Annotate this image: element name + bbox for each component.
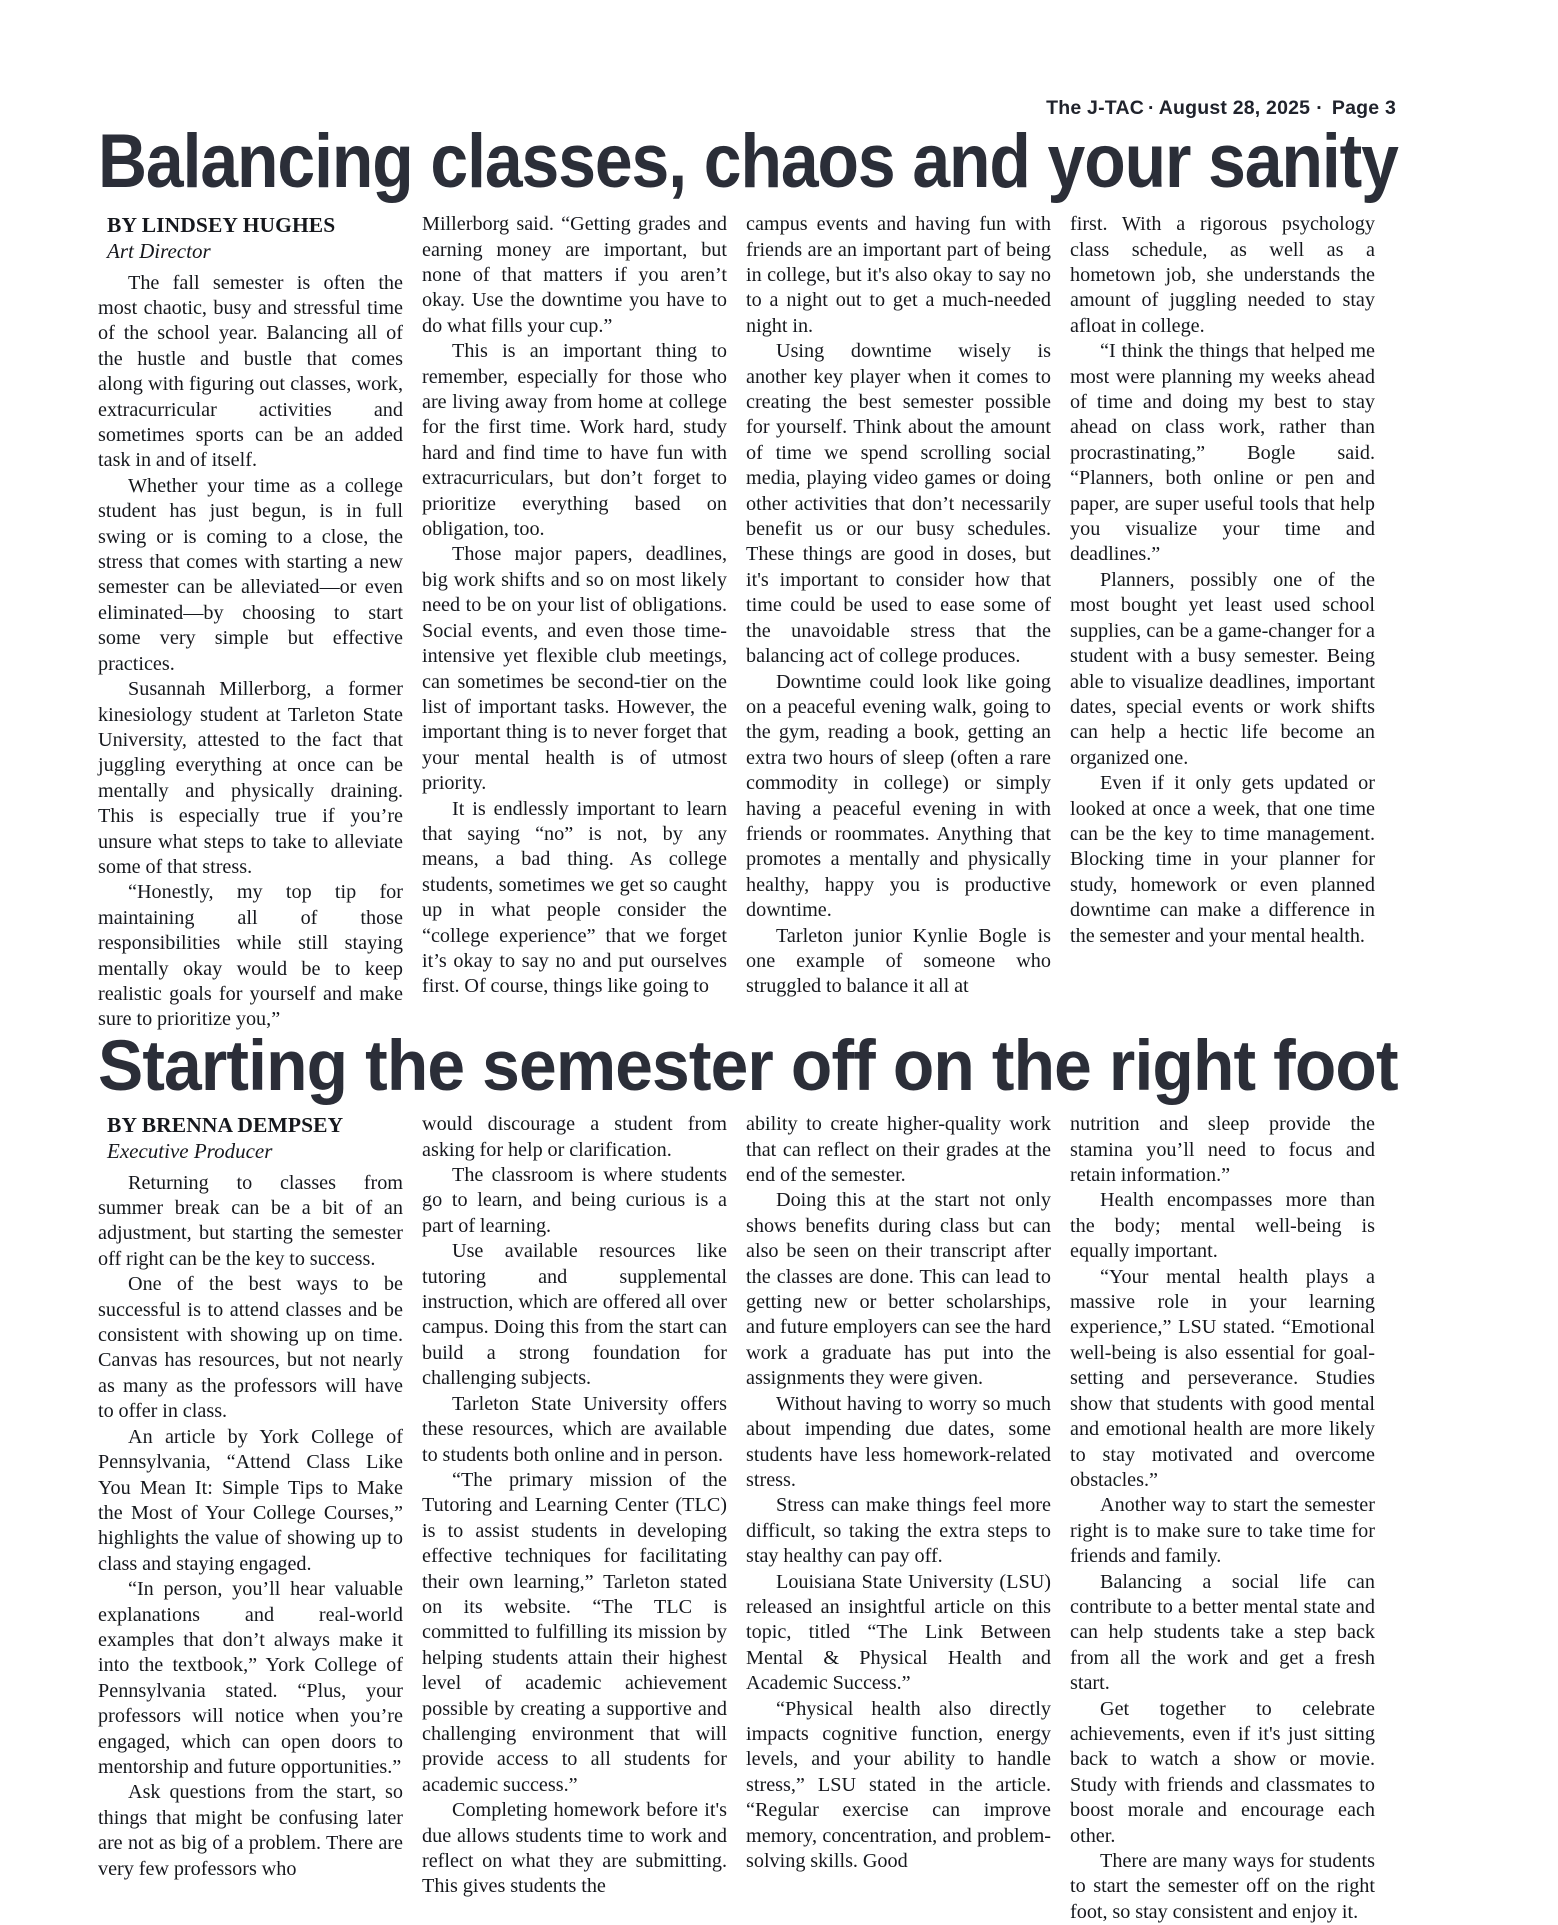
article-1-column-1-text <box>98 271 403 1033</box>
article-1-byline-title: Art Director <box>107 239 211 264</box>
paragraph: Completing homework before it's due allows students time to work and reflect on what they are submitting. This gives students the <box>422 1799 727 1898</box>
article-1-headline: Balancing classes, chaos and your sanity <box>98 119 1398 204</box>
article-2-column-1 <box>98 1112 403 1882</box>
article-1-byline-name: BY LINDSEY HUGHES <box>107 213 336 238</box>
paragraph: An article by York College of Pennsylvania, “Attend Class Like You Mean It: Simple Tips to Make the Most of Your College Courses,” highlights the value of showing up to class and staying engaged. <box>98 1425 403 1575</box>
article-1-column-4-text <box>1070 212 1375 949</box>
article-1-column-3-text <box>746 212 1051 1000</box>
article-1 <box>98 212 1398 1033</box>
paragraph: Downtime could look like going on a peaceful evening walk, going to the gym, reading a book, getting an extra two hours of sleep (often a rare commodity in college) or simply having a peaceful evening in with friends or roommates. Anything that promotes a mentally and physically healthy, happy you is productive downtime. <box>746 670 1051 922</box>
paragraph: Susannah Millerborg, a former kinesiology student at Tarleton State University, attested to the fact that juggling everything at once can be mentally and physically draining. This is especially true if you’re unsure what steps to take to alleviate some of that stress. <box>98 678 403 878</box>
paragraph: nutrition and sleep provide the stamina you’ll need to focus and retain information.” <box>1070 1113 1375 1187</box>
paragraph: It is endlessly important to learn that saying “no” is not, by any means, a bad thing. As college students, sometimes we get so caught up in what people consider the “college experience” that we forget it’s okay to say no and put ourselves first. Of course, things like going to <box>422 797 727 998</box>
article-2-column-3-text <box>746 1112 1051 1874</box>
article-1-column-1 <box>98 212 403 1033</box>
article-1-column-2-text <box>422 212 727 1000</box>
masthead-separator-1: · <box>1148 97 1155 119</box>
article-2-byline-title: Executive Producer <box>107 1139 273 1164</box>
masthead <box>98 0 1398 120</box>
paragraph: There are many ways for students to start the semester off on the right foot, so stay consistent and enjoy it. <box>1070 1850 1375 1923</box>
article-2-column-2 <box>422 1112 727 1900</box>
masthead-publication: The J-TAC <box>1046 97 1145 119</box>
page-content <box>98 0 1398 1925</box>
paragraph: Stress can make things feel more difficult, so taking the extra steps to stay healthy can pay off. <box>746 1494 1051 1568</box>
paragraph: “I think the things that helped me most were planning my weeks ahead of time and doing my best to stay ahead on class work, rather than procrastinating,” Bogle said. “Planners, both online or pen and paper, are super useful tools that help you visualize your time and deadlines.” <box>1070 340 1375 566</box>
article-2-byline-name: BY BRENNA DEMPSEY <box>107 1113 344 1138</box>
paragraph: “Honestly, my top tip for maintaining all of those responsibilities while still staying mentally okay would be to keep realistic goals for yourself and make sure to prioritize you,” <box>98 881 403 1031</box>
paragraph: Using downtime wisely is another key player when it comes to creating the best semester possible for yourself. Think about the amount of time we spend scrolling social media, playing video games or doing other activities that don’t necessarily benefit us or our busy schedules. These things are good in doses, but it's important to consider how that time could be used to ease some of the unavoidable stress that the balancing act of college produces. <box>746 340 1051 668</box>
masthead-page-number: Page 3 <box>1331 97 1396 119</box>
article-1-column-3 <box>746 212 1051 1000</box>
paragraph: “Physical health also directly impacts cognitive function, energy levels, and your ability to handle stress,” LSU stated in the article. “Regular exercise can improve memory, concentration, and problem-solving skills. Good <box>746 1697 1051 1872</box>
paragraph: Millerborg said. “Getting grades and earning money are important, but none of that matters if you aren’t okay. Use the downtime you have to do what fills your cup.” <box>422 213 727 337</box>
article-2-column-4-text <box>1070 1112 1375 1925</box>
paragraph: first. With a rigorous psychology class schedule, as well as a hometown job, she understands the amount of juggling needed to stay afloat in college. <box>1070 213 1375 337</box>
paragraph: This is an important thing to remember, especially for those who are living away from home at college for the first time. Work hard, study hard and find time to have fun with extracurriculars, but don’t forget to prioritize everything based on obligation, too. <box>422 340 727 541</box>
paragraph: Doing this at the start not only shows benefits during class but can also be seen on their transcript after the classes are done. This can lead to getting new or better scholarships, and future employers can see the hard work a graduate has put into the assignments they were given. <box>746 1189 1051 1390</box>
paragraph: “In person, you’ll hear valuable explanations and real-world examples that don’t always make it into the textbook,” York College of Pennsylvania stated. “Plus, your professors will notice when you’re engaged, which can open doors to mentorship and future opportunities.” <box>98 1578 403 1778</box>
paragraph: The fall semester is often the most chaotic, busy and stressful time of the school year. Balancing all of the hustle and bustle that comes along with figuring out classes, work, extracurricular activities and sometimes sports can be an added task in and of itself. <box>98 271 403 472</box>
article-2-column-4 <box>1070 1112 1375 1925</box>
paragraph: Get together to celebrate achievements, even if it's just sitting back to watch a show or movie. Study with friends and classmates to boost morale and encourage each other. <box>1070 1697 1375 1847</box>
article-2-columns <box>98 1112 1398 1925</box>
paragraph: The classroom is where students go to learn, and being curious is a part of learning. <box>422 1164 727 1237</box>
article-1-column-4 <box>1070 212 1375 949</box>
paragraph: Returning to classes from summer break can be a bit of an adjustment, but starting the semester off right can be the key to success. <box>98 1171 403 1270</box>
article-2-column-1-text <box>98 1171 403 1882</box>
paragraph: One of the best ways to be successful is to attend classes and be consistent with showing up on time. Canvas has resources, but not nearly as many as the professors will have to offer in class. <box>98 1273 403 1423</box>
masthead-date: August 28, 2025 <box>1158 97 1311 119</box>
paragraph: Another way to start the semester right is to make sure to take time for friends and family. <box>1070 1494 1375 1568</box>
paragraph: Balancing a social life can contribute to a better mental state and can help students take a step back from all the work and get a fresh start. <box>1070 1570 1375 1695</box>
masthead-separator-2: · <box>1316 97 1323 119</box>
article-1-columns <box>98 212 1398 1033</box>
paragraph: Tarleton State University offers these resources, which are available to students both online and in person. <box>422 1392 727 1466</box>
paragraph: “Your mental health plays a massive role in your learning experience,” LSU stated. “Emotional well-being is also essential for goal-setting and perseverance. Studies show that students with good mental and emotional health are more likely to stay motivated and overcome obstacles.” <box>1070 1265 1375 1491</box>
paragraph: Louisiana State University (LSU) released an insightful article on this topic, titled “The Link Between Mental & Physical Health and Academic Success.” <box>746 1570 1051 1695</box>
paragraph: would discourage a student from asking for help or clarification. <box>422 1113 727 1161</box>
paragraph: Use available resources like tutoring and supplemental instruction, which are offered all over campus. Doing this from the start can build a strong foundation for challenging subjects. <box>422 1240 727 1390</box>
paragraph: “The primary mission of the Tutoring and Learning Center (TLC) is to assist students in developing effective techniques for facilitating their own learning,” Tarleton stated on its website. “The TLC is committed to fulfilling its mission by helping students attain their highest level of academic achievement possible by creating a supportive and challenging environment that will provide access to all students for academic success.” <box>422 1468 727 1796</box>
paragraph: Health encompasses more than the body; mental well-being is equally important. <box>1070 1189 1375 1263</box>
paragraph: Tarleton junior Kynlie Bogle is one example of someone who struggled to balance it all at <box>746 924 1051 998</box>
paragraph: Without having to worry so much about impending due dates, some students have less homework-related stress. <box>746 1392 1051 1491</box>
article-2-column-2-text <box>422 1112 727 1900</box>
article-2-headline: Starting the semester off on the right foot <box>98 1026 1398 1106</box>
paragraph: Those major papers, deadlines, big work shifts and so on most likely need to be on your list of obligations. Social events, and even those time-intensive yet flexible club meetings, can sometimes be second-tier on the list of important tasks. However, the important thing is to never forget that your mental health is of utmost priority. <box>422 543 727 795</box>
paragraph: Ask questions from the start, so things that might be confusing later are not as big of a problem. There are very few professors who <box>98 1781 403 1880</box>
paragraph: Whether your time as a college student has just begun, is in full swing or is coming to a close, the stress that comes with starting a new semester can be alleviated—or even eliminated—by choosing to start some very simple but effective practices. <box>98 474 403 675</box>
paragraph: Even if it only gets updated or looked at once a week, that one time can be the key to time management. Blocking time in your planner for study, homework or even planned downtime can make a difference in the semester and your mental health. <box>1070 772 1375 947</box>
article-2-column-3 <box>746 1112 1051 1874</box>
article-1-column-2 <box>422 212 727 1000</box>
article-2 <box>98 1112 1398 1925</box>
paragraph: Planners, possibly one of the most bought yet least used school supplies, can be a game-changer for a student with a busy semester. Being able to visualize deadlines, important dates, special events or work shifts can help a hectic life become an organized one. <box>1070 568 1375 769</box>
paragraph: campus events and having fun with friends are an important part of being in college, but it's also okay to say no to a night out to get a much-needed night in. <box>746 213 1051 337</box>
paragraph: ability to create higher-quality work that can reflect on their grades at the end of the semester. <box>746 1113 1051 1187</box>
